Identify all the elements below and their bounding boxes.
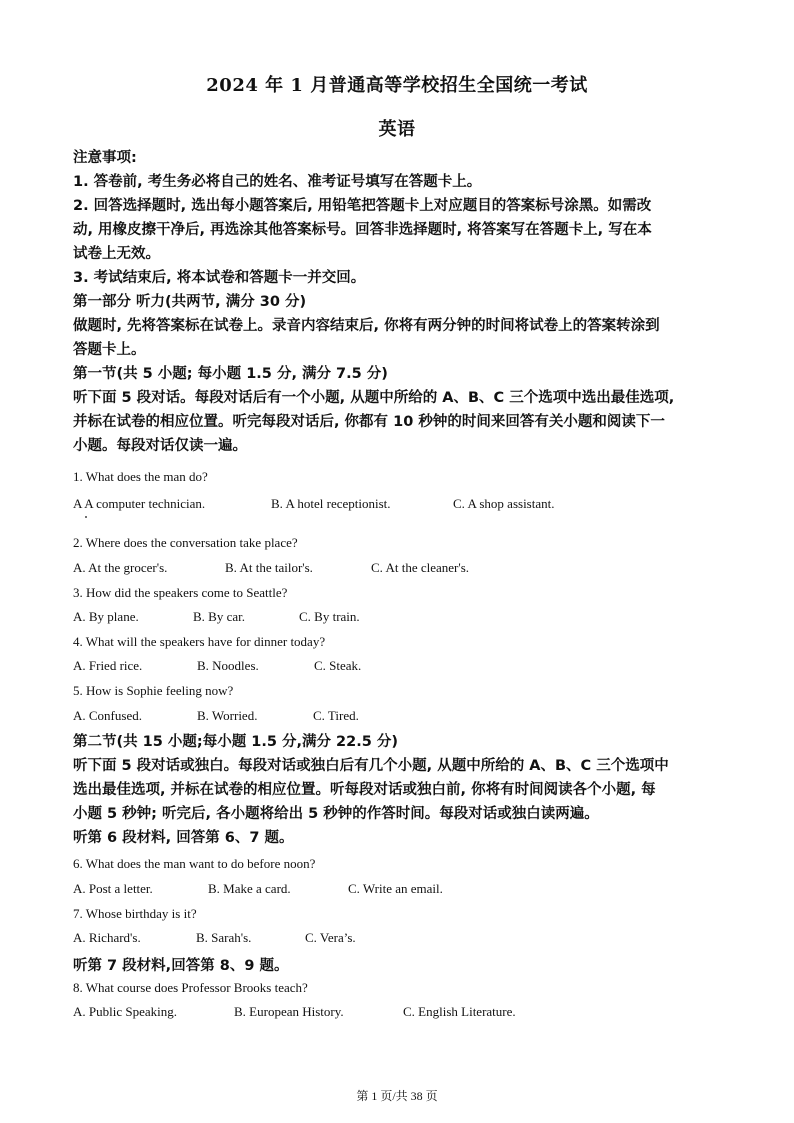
option-c: C. By train. xyxy=(299,609,360,624)
material-7-heading: 听第 7 段材料,回答第 8、9 题。 xyxy=(73,958,289,974)
option-b: B. Sarah's. xyxy=(196,930,252,945)
part1-heading: 第一部分 听力(共两节, 满分 30 分) xyxy=(73,294,307,310)
option-a: A. Post a letter. xyxy=(73,881,153,896)
material-6-heading: 听第 6 段材料, 回答第 6、7 题。 xyxy=(73,830,294,846)
option-c: C. Write an email. xyxy=(348,881,443,896)
question-2: 2. Where does the conversation take place? xyxy=(73,535,298,550)
option-a: A. Public Speaking. xyxy=(73,1004,177,1019)
option-a: A. Richard's. xyxy=(73,930,141,945)
notice-item-1: 1. 答卷前, 考生务必将自己的姓名、准考证号填写在答题卡上。 xyxy=(73,174,482,190)
section1-instruction-line-3: 小题。每段对话仅读一遍。 xyxy=(73,438,247,454)
question-4: 4. What will the speakers have for dinner today? xyxy=(73,634,326,649)
question-1: 1. What does the man do? xyxy=(73,469,208,484)
material-7-block xyxy=(73,954,725,978)
option-a: A. Fried rice. xyxy=(73,658,143,673)
option-b: B. Make a card. xyxy=(208,881,291,896)
option-c: C. Tired. xyxy=(313,708,359,723)
section2-instruction-line-3: 小题 5 秒钟; 听完后, 各小题将给出 5 秒钟的作答时间。每段对话或独白读两遍。 xyxy=(73,806,599,822)
notice-section xyxy=(73,146,725,458)
question-8: 8. What course does Professor Brooks teach? xyxy=(73,980,308,995)
option-b: B. Noodles. xyxy=(197,658,259,673)
option-a: A. Confused. xyxy=(73,708,142,723)
notice-heading: 注意事项: xyxy=(73,150,137,166)
option-a: A A computer technician. xyxy=(73,496,206,511)
option-b: B. Worried. xyxy=(197,708,258,723)
option-c: C. At the cleaner's. xyxy=(371,560,470,575)
notice-item-3: 3. 考试结束后, 将本试卷和答题卡一并交回。 xyxy=(73,270,366,286)
option-b: B. By car. xyxy=(193,609,245,624)
part1-instruction-line-1: 做题时, 先将答案标在试卷上。录音内容结束后, 你将有两分钟的时间将试卷上的答案转涂到 xyxy=(73,318,660,334)
option-c: C. Steak. xyxy=(314,658,362,673)
option-c: C. A shop assistant. xyxy=(453,496,555,511)
question-6: 6. What does the man want to do before noon? xyxy=(73,856,316,871)
option-c: C. Vera’s. xyxy=(305,930,356,945)
section2 xyxy=(73,730,725,850)
question-7: 7. Whose birthday is it? xyxy=(73,906,197,921)
option-b: B. At the tailor's. xyxy=(225,560,313,575)
option-b: B. European History. xyxy=(234,1004,344,1019)
option-a: A. By plane. xyxy=(73,609,139,624)
section1-instruction-line-2: 并标在试卷的相应位置。听完每段对话后, 你都有 10 秒钟的时间来回答有关小题和阅读下一 xyxy=(73,414,665,430)
part1-instruction-line-2: 答题卡上。 xyxy=(73,342,146,358)
option-c: C. English Literature. xyxy=(403,1004,516,1019)
section2-instruction-line-1: 听下面 5 段对话或独白。每段对话或独白后有几个小题, 从题中所给的 A、B、C 三个选项中 xyxy=(73,758,669,774)
section2-instruction-line-2: 选出最佳选项, 并标在试卷的相应位置。听每段对话或独白前, 你将有时间阅读各个小题, 每 xyxy=(73,782,656,798)
option-b: B. A hotel receptionist. xyxy=(271,496,391,511)
section1-instruction-line-1: 听下面 5 段对话。每段对话后有一个小题, 从题中所给的 A、B、C 三个选项中选出最佳选项, xyxy=(73,390,675,406)
section1-heading: 第一节(共 5 小题; 每小题 1.5 分, 满分 7.5 分) xyxy=(73,366,388,382)
exam-title: 2024 年 1 月普通高等学校招生全国统一考试 xyxy=(206,75,588,96)
question-3: 3. How did the speakers come to Seattle? xyxy=(73,585,288,600)
notice-item-2-line-3: 试卷上无效。 xyxy=(73,246,160,262)
stray-mark xyxy=(85,516,87,518)
question-5: 5. How is Sophie feeling now? xyxy=(73,683,234,698)
notice-item-2-line-1: 2. 回答选择题时, 选出每小题答案后, 用铅笔把答题卡上对应题目的答案标号涂黑。如需改 xyxy=(73,198,652,214)
page-number: 第 1 页/共 38 页 xyxy=(356,1089,438,1103)
notice-item-2-line-2: 动, 用橡皮擦干净后, 再选涂其他答案标号。回答非选择题时, 将答案写在答题卡上, 写在本 xyxy=(73,222,652,238)
option-a: A. At the grocer's. xyxy=(73,560,168,575)
exam-subject: 英语 xyxy=(378,119,416,140)
section2-heading: 第二节(共 15 小题;每小题 1.5 分,满分 22.5 分) xyxy=(73,734,398,750)
